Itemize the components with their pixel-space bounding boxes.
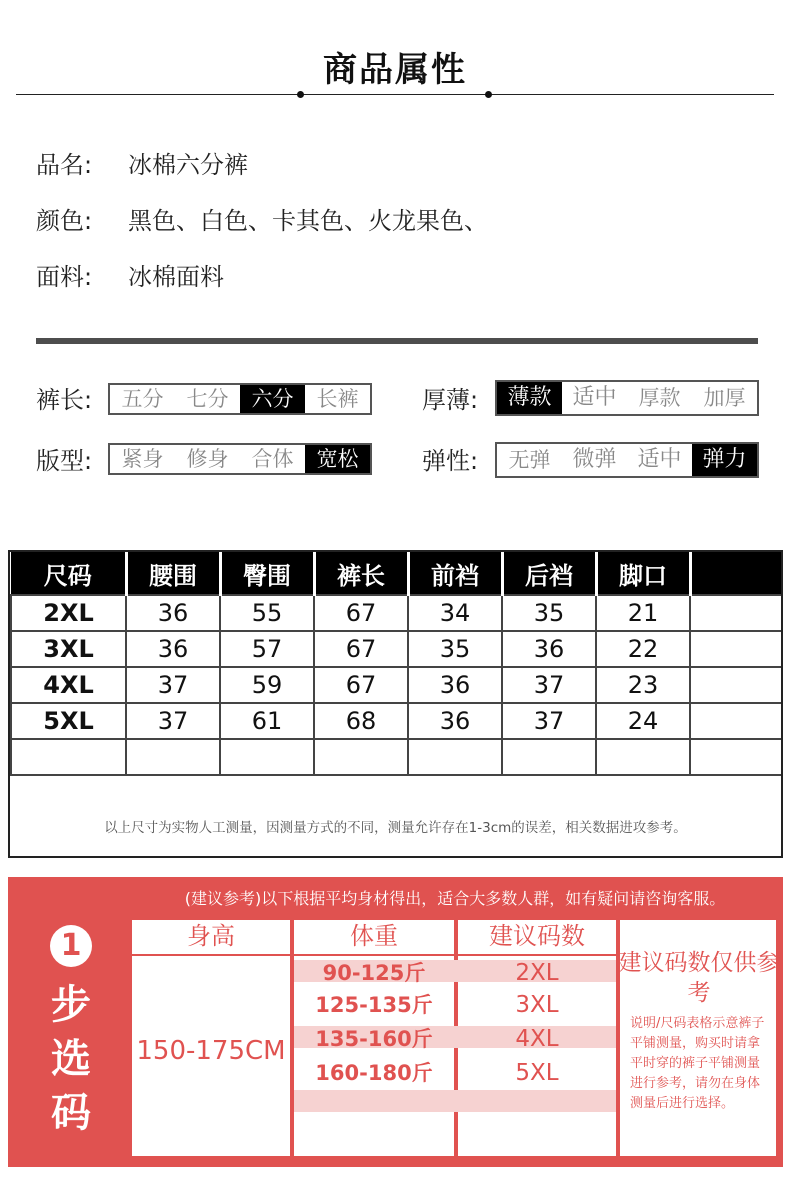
table-cell (596, 739, 690, 775)
header-cell: 腰围 (126, 552, 220, 595)
thickness-option: 加厚 (703, 386, 746, 410)
property-color (36, 204, 488, 238)
table-cell: 37 (126, 703, 220, 739)
page-title: 商品属性 (323, 50, 467, 90)
fit-option-selected: 宽松 (305, 445, 370, 473)
table-cell: 36 (408, 703, 502, 739)
fit-option: 合体 (251, 447, 294, 471)
underline-dot-left (297, 91, 304, 98)
table-cell: 36 (126, 631, 220, 667)
table-cell (690, 667, 781, 703)
table-cell: 59 (220, 667, 314, 703)
table-cell: 37 (126, 667, 220, 703)
measurement-note: 以上尺寸为实物人工测量，因测量方式的不同，测量允许存在1-3cm的误差，相关数据进攻参考。 (104, 820, 687, 836)
table-cell: 36 (502, 631, 596, 667)
size-cell: 5XL (11, 703, 126, 739)
header-cell (690, 552, 781, 595)
elasticity-label: 弹性: (422, 447, 479, 475)
table-cell: 57 (220, 631, 314, 667)
property-key: 面料: (36, 263, 93, 291)
table-row (11, 631, 781, 667)
table-row (11, 595, 781, 631)
column-header: 建议码数 (489, 922, 585, 950)
table-cell: 37 (502, 667, 596, 703)
size-reference-title: 建议码数仅供参考 (618, 950, 780, 1006)
underline-dot-right (485, 91, 492, 98)
size-table (8, 550, 783, 858)
column-header: 体重 (350, 922, 398, 950)
weight-cell: 90-125斤 (322, 961, 426, 985)
table-cell: 55 (220, 595, 314, 631)
table-row (11, 667, 781, 703)
elasticity-option: 适中 (637, 447, 682, 472)
elasticity-options (495, 442, 759, 478)
section-divider (36, 338, 758, 344)
elasticity-option-selected: 弹力 (692, 444, 757, 476)
fit-options (108, 443, 372, 475)
table-cell: 61 (220, 703, 314, 739)
title-underline (16, 94, 774, 95)
size-cell: 4XL (11, 667, 126, 703)
size-cell: 5XL (515, 1060, 559, 1086)
length-option-selected: 六分 (240, 385, 305, 413)
table-cell (11, 739, 126, 775)
table-cell: 22 (596, 631, 690, 667)
thickness-label: 厚薄: (422, 386, 479, 414)
property-name (36, 148, 248, 182)
property-key: 颜色: (36, 207, 93, 235)
header-cell: 脚口 (596, 552, 690, 595)
column-header: 身高 (187, 922, 235, 950)
property-value: 黑色、白色、卡其色、火龙果色、 (128, 207, 488, 235)
elasticity-option: 无弹 (508, 448, 551, 472)
table-cell: 36 (408, 667, 502, 703)
thickness-option: 厚款 (638, 386, 681, 410)
header-cell: 裤长 (314, 552, 408, 595)
table-cell (690, 631, 781, 667)
length-option: 五分 (121, 387, 164, 411)
fit-option: 紧身 (121, 447, 164, 471)
fit-label: 版型: (36, 447, 93, 475)
length-options (108, 383, 372, 415)
size-reference-note: 说明/尺码表格示意裤子平铺测量，购买时请拿平时穿的裤子平铺测量进行参考，请勿在身体测量后进行选择。 (630, 1016, 765, 1111)
size-cell: 2XL (11, 595, 126, 631)
table-cell: 37 (502, 703, 596, 739)
size-cell: 4XL (515, 1026, 559, 1052)
table-cell: 67 (314, 667, 408, 703)
table-cell: 36 (126, 595, 220, 631)
weight-cell: 160-180斤 (315, 1061, 433, 1085)
table-cell (690, 595, 781, 631)
property-value: 冰棉面料 (128, 263, 224, 291)
property-value: 冰棉六分裤 (128, 151, 248, 179)
table-cell: 35 (502, 595, 596, 631)
property-key: 品名: (36, 151, 93, 179)
size-cell: 3XL (11, 631, 126, 667)
header-cell: 臀围 (220, 552, 314, 595)
fit-option: 修身 (186, 447, 229, 471)
step-label: 步选码 (51, 982, 91, 1136)
table-cell: 23 (596, 667, 690, 703)
table-cell (408, 739, 502, 775)
table-cell (126, 739, 220, 775)
length-label: 裤长: (36, 386, 93, 414)
table-row-empty (11, 739, 781, 775)
table-cell (220, 739, 314, 775)
table-cell: 35 (408, 631, 502, 667)
table-cell: 67 (314, 595, 408, 631)
size-guide-body (130, 918, 778, 1158)
size-cell: 2XL (515, 960, 559, 986)
height-value: 150-175CM (136, 1036, 286, 1066)
elasticity-option: 微弹 (572, 447, 617, 472)
weight-cell: 125-135斤 (315, 993, 433, 1017)
property-fabric (36, 260, 224, 294)
size-cell: 3XL (515, 992, 559, 1018)
size-guide-header: (建议参考)以下根据平均身材得出，适合大多数人群，如有疑问请咨询客服。 (184, 889, 726, 908)
table-cell: 21 (596, 595, 690, 631)
header-cell: 尺码 (11, 552, 126, 595)
table-row (11, 703, 781, 739)
table-cell (502, 739, 596, 775)
stripe (294, 1090, 616, 1112)
table-cell: 24 (596, 703, 690, 739)
table-cell (314, 739, 408, 775)
table-cell (690, 739, 781, 775)
table-cell: 34 (408, 595, 502, 631)
weight-cell: 135-160斤 (315, 1027, 433, 1051)
size-table-header (11, 552, 781, 595)
header-cell: 后裆 (502, 552, 596, 595)
thickness-options (495, 380, 759, 416)
table-cell (690, 703, 781, 739)
table-cell: 68 (314, 703, 408, 739)
thickness-option-selected: 薄款 (497, 382, 562, 414)
header-cell: 前裆 (408, 552, 502, 595)
length-option: 长裤 (316, 387, 359, 411)
thickness-option: 适中 (572, 385, 617, 410)
step-number-badge: 1 (50, 925, 92, 967)
length-option: 七分 (186, 387, 229, 411)
table-cell: 67 (314, 631, 408, 667)
